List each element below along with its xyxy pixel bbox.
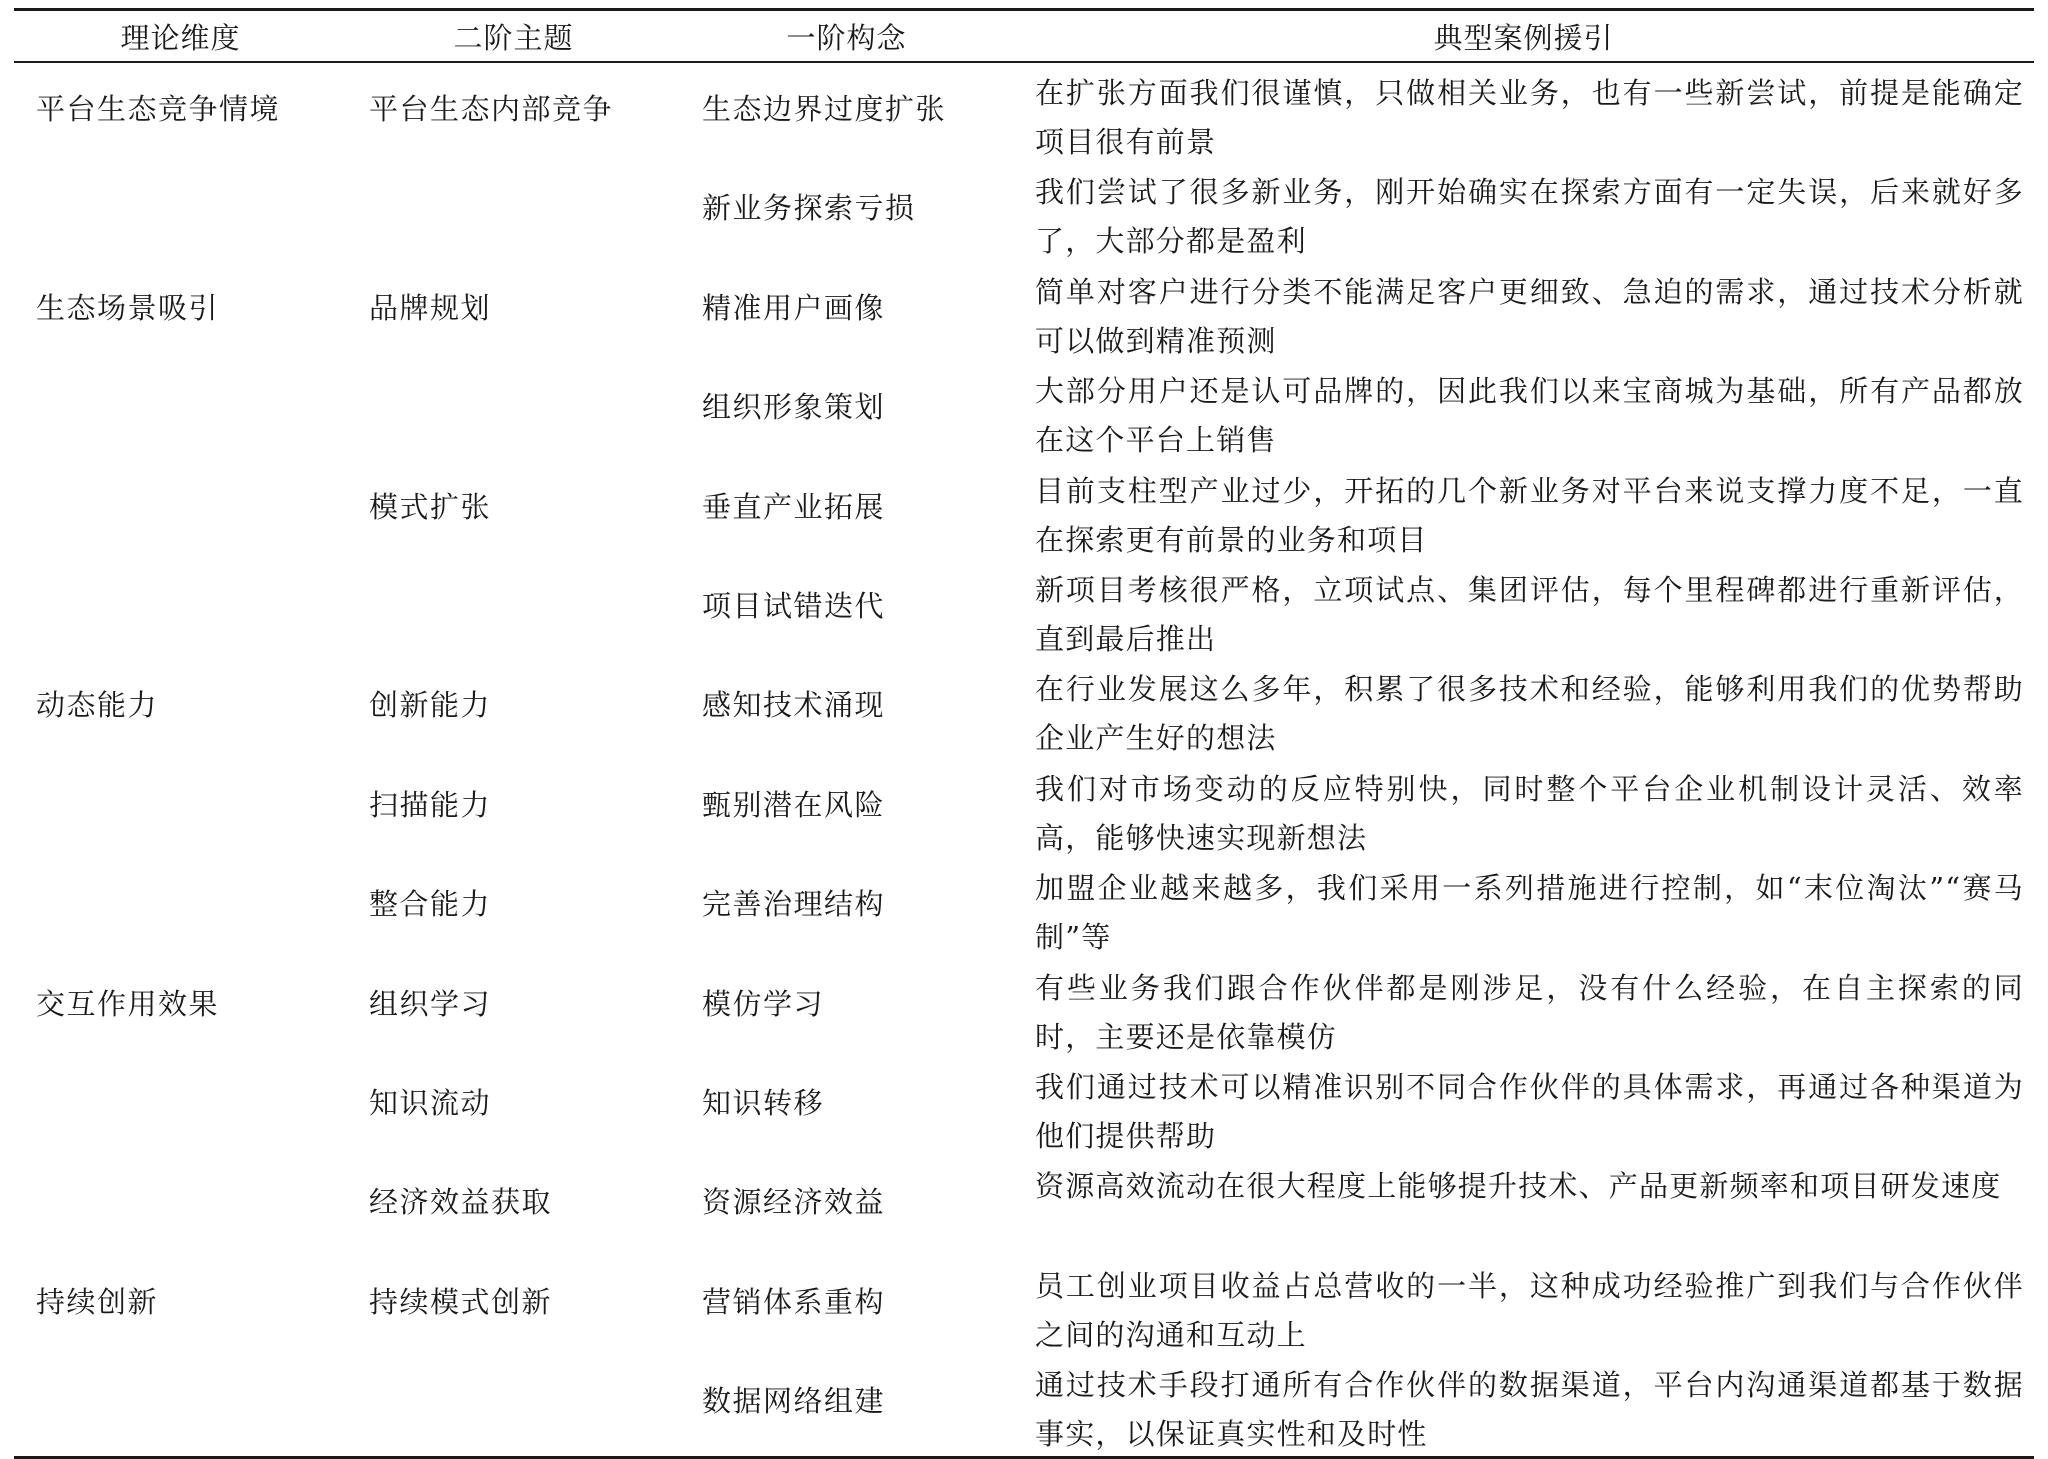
cell-theme: 组织学习 — [369, 986, 492, 1021]
table-row — [14, 65, 2034, 164]
cell-theme: 扫描能力 — [369, 787, 492, 822]
table-body — [14, 63, 2034, 1456]
cell-construct: 模仿学习 — [702, 986, 825, 1021]
cell-construct: 资源经济效益 — [702, 1185, 886, 1220]
cell-dimension — [14, 860, 347, 959]
table-row — [14, 860, 2034, 959]
header-theme: 二阶主题 — [453, 20, 574, 55]
cell-theme: 模式扩张 — [369, 489, 492, 524]
cell-quote: 在扩张方面我们很谨慎，只做相关业务，也有一些新尝试，前提是能确定项目很有前景 — [1035, 76, 2024, 159]
cell-dimension: 生态场景吸引 — [36, 290, 220, 325]
cell-dimension — [14, 363, 347, 462]
cell-dimension: 动态能力 — [36, 688, 159, 723]
cell-construct: 精准用户画像 — [702, 290, 886, 325]
cell-quote: 资源高效流动在很大程度上能够提升技术、产品更新频率和项目研发速度 — [1035, 1169, 2002, 1204]
cell-dimension: 交互作用效果 — [36, 986, 220, 1021]
cell-construct: 垂直产业拓展 — [702, 489, 886, 524]
table-row — [14, 264, 2034, 363]
cell-construct: 数据网络组建 — [702, 1384, 886, 1419]
table-row — [14, 1258, 2034, 1357]
cell-quote: 加盟企业越来越多，我们采用一系列措施进行控制，如“末位淘汰”“赛马制”等 — [1035, 871, 2024, 955]
cell-construct: 知识转移 — [702, 1085, 825, 1120]
table-row — [14, 761, 2034, 860]
cell-theme: 知识流动 — [369, 1085, 492, 1120]
table-row — [14, 164, 2034, 263]
table-row — [14, 661, 2034, 760]
cell-quote: 目前支柱型产业过少，开拓的几个新业务对平台来说支撑力度不足，一直在探索更有前景的业务和项目 — [1035, 473, 2024, 557]
cell-construct: 感知技术涌现 — [702, 688, 886, 723]
cell-dimension — [14, 1059, 347, 1158]
cell-theme: 持续模式创新 — [369, 1284, 553, 1319]
table-row — [14, 960, 2034, 1059]
cell-dimension — [14, 761, 347, 860]
cell-quote: 我们对市场变动的反应特别快，同时整个平台企业机制设计灵活、效率高，能够快速实现新想法 — [1035, 771, 2024, 855]
cell-theme — [347, 164, 680, 263]
cell-dimension — [14, 1158, 347, 1257]
table-row — [14, 363, 2034, 462]
cell-theme: 品牌规划 — [369, 290, 492, 325]
cell-dimension — [14, 1357, 347, 1456]
cell-construct: 甄别潜在风险 — [702, 787, 886, 822]
cell-construct: 新业务探索亏损 — [702, 191, 916, 226]
cell-construct: 营销体系重构 — [702, 1284, 886, 1319]
table-row — [14, 562, 2034, 661]
cell-quote: 大部分用户还是认可品牌的，因此我们以来宝商城为基础，所有产品都放在这个平台上销售 — [1035, 374, 2024, 458]
cell-dimension — [14, 463, 347, 562]
cell-dimension: 持续创新 — [36, 1284, 159, 1319]
cell-construct: 项目试错迭代 — [702, 588, 886, 623]
cell-theme — [347, 363, 680, 462]
cell-dimension — [14, 164, 347, 263]
cell-quote: 我们尝试了很多新业务，刚开始确实在探索方面有一定失误，后来就好多了，大部分都是盈利 — [1035, 175, 2024, 259]
table-row — [14, 1357, 2034, 1456]
cell-quote: 员工创业项目收益占总营收的一半，这种成功经验推广到我们与合作伙伴之间的沟通和互动上 — [1035, 1268, 2024, 1352]
cell-quote: 通过技术手段打通所有合作伙伴的数据渠道，平台内沟通渠道都基于数据事实，以保证真实性和及时性 — [1035, 1368, 2024, 1452]
table-row — [14, 1158, 2034, 1257]
cell-dimension — [14, 562, 347, 661]
header-construct: 一阶构念 — [786, 20, 907, 55]
table-row — [14, 1059, 2034, 1158]
cell-quote: 简单对客户进行分类不能满足客户更细致、急迫的需求，通过技术分析就可以做到精准预测 — [1035, 274, 2024, 358]
table-row — [14, 463, 2034, 562]
cell-quote: 有些业务我们跟合作伙伴都是刚涉足，没有什么经验，在自主探索的同时，主要还是依靠模仿 — [1035, 970, 2024, 1054]
cell-construct: 组织形象策划 — [702, 390, 886, 425]
case-table — [14, 8, 2034, 1459]
table-header-row — [14, 11, 2034, 61]
header-dimension: 理论维度 — [120, 20, 241, 55]
cell-theme: 创新能力 — [369, 688, 492, 723]
cell-theme: 整合能力 — [369, 887, 492, 922]
cell-quote: 在行业发展这么多年，积累了很多技术和经验，能够利用我们的优势帮助企业产生好的想法 — [1035, 672, 2024, 756]
header-quote: 典型案例援引 — [1433, 20, 1614, 55]
cell-quote: 我们通过技术可以精准识别不同合作伙伴的具体需求，再通过各种渠道为他们提供帮助 — [1035, 1069, 2024, 1153]
cell-quote: 新项目考核很严格，立项试点、集团评估，每个里程碑都进行重新评估，直到最后推出 — [1035, 572, 2024, 656]
cell-theme: 平台生态内部竞争 — [369, 92, 614, 126]
cell-theme — [347, 1357, 680, 1456]
cell-construct: 完善治理结构 — [702, 887, 886, 922]
cell-theme: 经济效益获取 — [369, 1185, 553, 1220]
cell-theme — [347, 562, 680, 661]
cell-construct: 生态边界过度扩张 — [702, 92, 947, 126]
cell-dimension: 平台生态竞争情境 — [36, 92, 281, 126]
